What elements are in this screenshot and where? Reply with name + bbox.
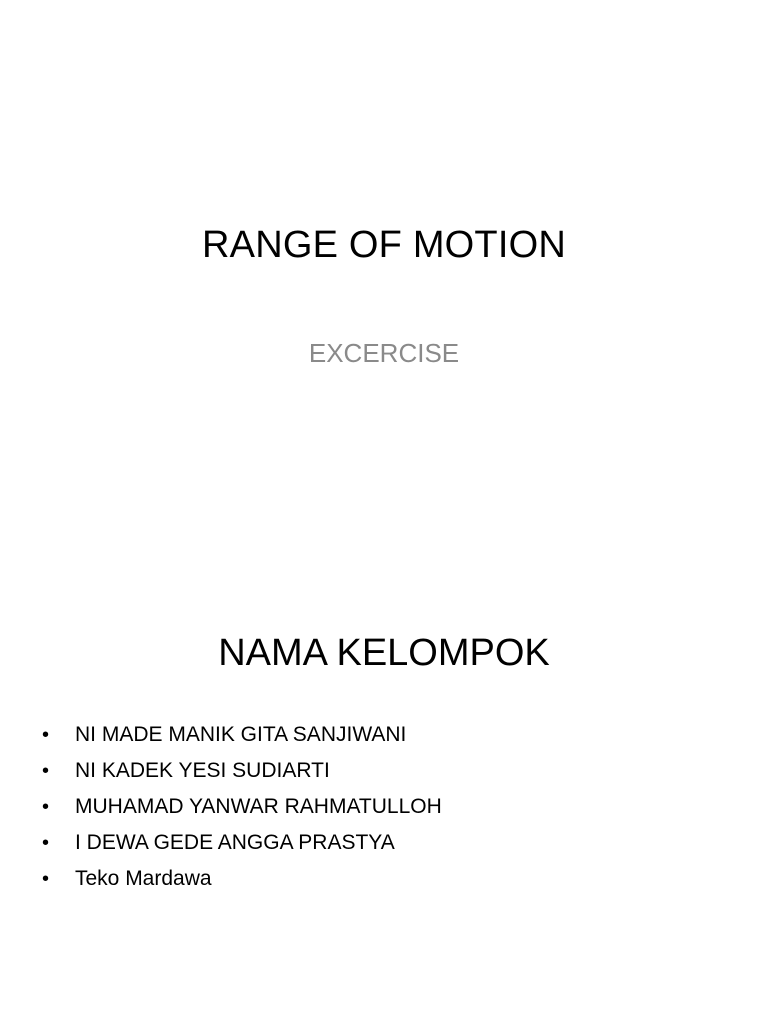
list-item — [42, 789, 442, 825]
member-name: Teko Mardawa — [75, 867, 212, 890]
bullet-icon: • — [42, 868, 50, 890]
bullet-icon: • — [42, 832, 50, 854]
list-item — [42, 717, 442, 753]
slide-subtitle: EXCERCISE — [308, 338, 460, 368]
member-name: I DEWA GEDE ANGGA PRASTYA — [75, 831, 395, 854]
member-name: NI MADE MANIK GITA SANJIWANI — [75, 723, 407, 746]
member-name: MUHAMAD YANWAR RAHMATULLOH — [75, 795, 442, 818]
member-list — [42, 717, 442, 897]
list-item — [42, 825, 442, 861]
list-item — [42, 861, 442, 897]
slide-title-heading: RANGE OF MOTION — [202, 224, 566, 266]
slide-group-members — [0, 512, 768, 1024]
bullet-icon: • — [42, 760, 50, 782]
list-item — [42, 753, 442, 789]
bullet-icon: • — [42, 796, 50, 818]
bullet-icon: • — [42, 724, 50, 746]
member-name: NI KADEK YESI SUDIARTI — [75, 759, 330, 782]
group-heading: NAMA KELOMPOK — [218, 632, 550, 674]
